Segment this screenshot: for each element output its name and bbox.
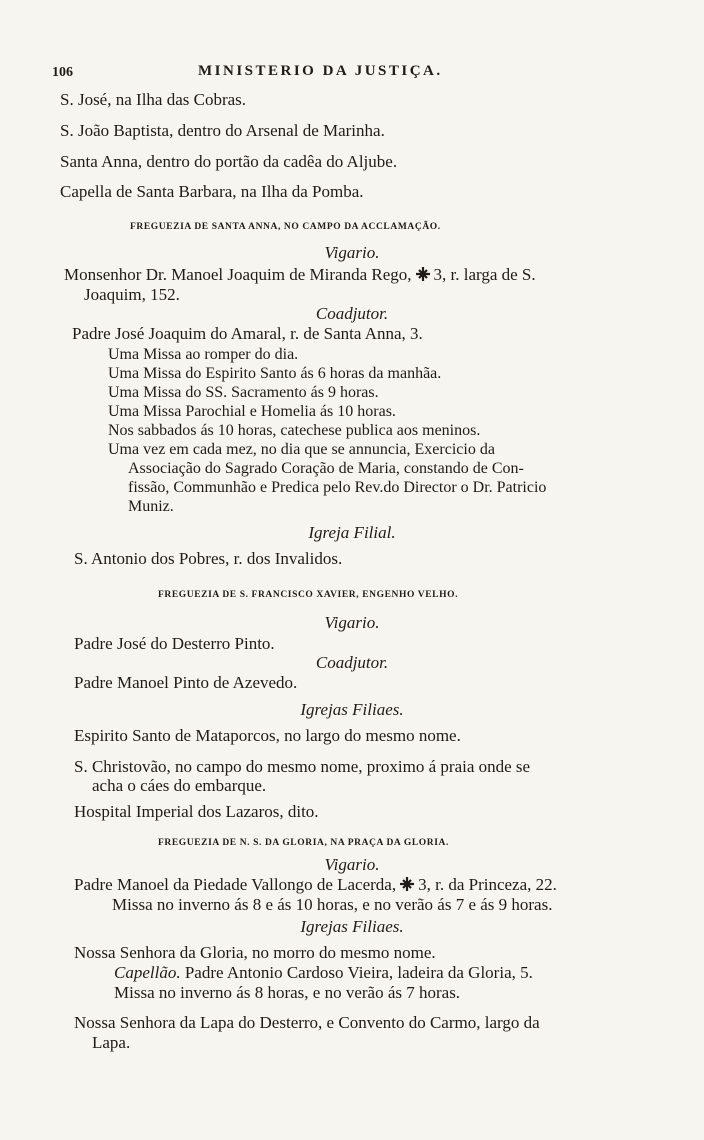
filial-entry: Nossa Senhora da Gloria, no morro do mesmo nome. — [74, 943, 436, 962]
section-heading: FREGUEZIA DE S. FRANCISCO XAVIER, ENGENHO VELHO. — [158, 590, 459, 600]
exercicio-line: Uma vez em cada mez, no dia que se annuncia, Exercicio da — [108, 441, 495, 458]
order-cross-icon — [400, 877, 414, 891]
filiaes-label: Igrejas Filiaes. — [300, 917, 404, 936]
missa-line: Uma Missa do SS. Sacramento ás 9 horas. — [108, 384, 379, 401]
section-heading: FREGUEZIA DE N. S. DA GLORIA, NA PRAÇA DA GLORIA. — [158, 838, 449, 848]
vigario-label: Vigario. — [324, 243, 380, 262]
coadjutor-label: Coadjutor. — [315, 653, 389, 672]
filial-entry-cont: Lapa. — [92, 1033, 131, 1052]
capellao-label: Capellão. — [114, 963, 181, 982]
coadjutor-entry: Padre José Joaquim do Amaral, r. de Santa Anna, 3. — [72, 324, 423, 343]
filial-entry: Nossa Senhora da Lapa do Desterro, e Convento do Carmo, largo da — [74, 1013, 540, 1032]
capellao-name: Padre Antonio Cardoso Vieira, ladeira da Gloria, 5. — [184, 963, 533, 982]
coadjutor-label: Coadjutor. — [315, 304, 389, 323]
capellao-entry — [114, 963, 533, 983]
chapel-line: Santa Anna, dentro do portão da cadêa do Aljube. — [60, 152, 398, 171]
vigario-address: 3, r. larga de S. — [433, 265, 536, 284]
missa-line: Missa no inverno ás 8 horas, e no verão ás 7 horas. — [114, 983, 461, 1002]
vigario-name: Padre Manoel da Piedade Vallongo de Lacerda, — [74, 875, 397, 894]
chapel-line: S. João Baptista, dentro do Arsenal de Marinha. — [60, 121, 385, 140]
exercicio-line: Associação do Sagrado Coração de Maria, constando de Con- — [128, 460, 524, 477]
filial-label: Igreja Filial. — [308, 523, 396, 542]
chapel-line: S. José, na Ilha das Cobras. — [60, 90, 247, 109]
filial-entry-cont: acha o cáes do embarque. — [92, 776, 267, 795]
vigario-label: Vigario. — [324, 613, 380, 632]
vigario-name: Monsenhor Dr. Manoel Joaquim de Miranda Rego, — [64, 265, 412, 284]
vigario-address-cont: Joaquim, 152. — [84, 285, 180, 304]
filial-entry: S. Christovão, no campo do mesmo nome, proximo á praia onde se — [74, 757, 531, 776]
vigario-entry: Padre José do Desterro Pinto. — [74, 634, 275, 653]
missa-line: Uma Missa Parochial e Homelia ás 10 horas. — [108, 403, 396, 420]
coadjutor-entry: Padre Manoel Pinto de Azevedo. — [74, 673, 298, 692]
vigario-label: Vigario. — [324, 855, 380, 874]
vigario-entry — [74, 875, 557, 895]
missa-line: Nos sabbados ás 10 horas, catechese publica aos meninos. — [108, 422, 481, 439]
missa-line: Uma Missa ao romper do dia. — [108, 346, 299, 363]
missa-line: Missa no inverno ás 8 e ás 10 horas, e no verão ás 7 e ás 9 horas. — [112, 895, 553, 914]
vigario-address: 3, r. da Princeza, 22. — [418, 875, 557, 894]
filial-entry: Espirito Santo de Mataporcos, no largo do mesmo nome. — [74, 726, 461, 745]
filial-entry: Hospital Imperial dos Lazaros, dito. — [74, 802, 319, 821]
missa-line: Uma Missa do Espirito Santo ás 6 horas da manhãa. — [108, 365, 442, 382]
exercicio-line: Muniz. — [128, 498, 174, 515]
vigario-entry — [64, 265, 536, 285]
chapel-line: Capella de Santa Barbara, na Ilha da Pomba. — [60, 182, 364, 201]
filial-entry: S. Antonio dos Pobres, r. dos Invalidos. — [74, 549, 343, 568]
running-header: MINISTERIO DA JUSTIÇA. — [198, 63, 443, 79]
section-heading: FREGUEZIA DE SANTA ANNA, NO CAMPO DA ACCLAMAÇÃO. — [130, 222, 441, 232]
exercicio-line: fissão, Communhão e Predica pelo Rev.do Director o Dr. Patricio — [128, 479, 547, 496]
order-cross-icon — [416, 267, 430, 281]
filiaes-label: Igrejas Filiaes. — [300, 700, 404, 719]
page-number: 106 — [52, 65, 73, 80]
